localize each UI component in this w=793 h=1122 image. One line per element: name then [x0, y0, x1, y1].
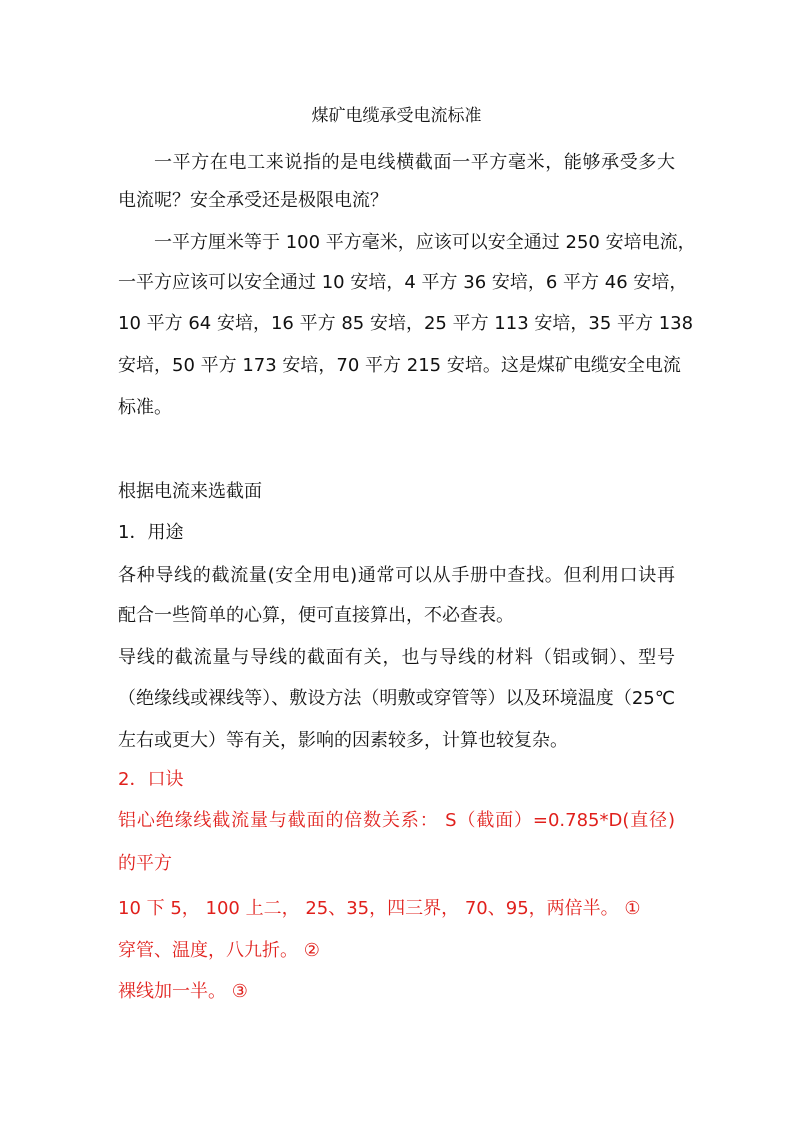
- paragraph-line: 电流呢？安全承受还是极限电流？: [118, 190, 388, 211]
- paragraph-line: 各种导线的截流量(安全用电)通常可以从手册中查找。但利用口诀再: [118, 565, 675, 586]
- mnemonic-line: 穿管、温度，八九折。 ②: [118, 940, 320, 961]
- paragraph-line: 左右或更大）等有关，影响的因素较多，计算也较复杂。: [118, 730, 568, 751]
- paragraph-line: 一平方应该可以安全通过 10 安培，4 平方 36 安培，6 平方 46 安培，: [118, 272, 688, 293]
- paragraph-line: 导线的截流量与导线的截面有关，也与导线的材料（铝或铜）、型号: [118, 647, 675, 668]
- paragraph-line: 配合一些简单的心算，便可直接算出，不必查表。: [118, 605, 514, 626]
- paragraph-line: 一平方在电工来说指的是电线横截面一平方毫米，能够承受多大: [154, 152, 675, 173]
- paragraph-line: 一平方厘米等于 100 平方毫米，应该可以安全通过 250 安培电流，: [154, 232, 696, 253]
- paragraph-line: （绝缘线或裸线等）、敷设方法（明敷或穿管等）以及环境温度（25℃: [118, 688, 675, 709]
- item2-heading: 2．口诀: [118, 769, 184, 790]
- paragraph-line: 标准。: [118, 397, 172, 418]
- section-heading: 根据电流来选截面: [118, 481, 262, 502]
- document-title: 煤矿电缆承受电流标准: [311, 106, 482, 126]
- formula-line: 的平方: [118, 853, 172, 874]
- paragraph-line: 安培，50 平方 173 安培，70 平方 215 安培。这是煤矿电缆安全电流: [118, 355, 681, 376]
- mnemonic-line: 裸线加一半。 ③: [118, 981, 248, 1002]
- formula-line: 铝心绝缘线截流量与截面的倍数关系： S（截面）=0.785*D(直径): [118, 810, 675, 831]
- paragraph-line: 10 平方 64 安培，16 平方 85 安培，25 平方 113 安培，35 平方 138: [118, 313, 694, 334]
- item1-heading: 1．用途: [118, 522, 184, 543]
- mnemonic-line: 10 下 5， 100 上二， 25、35，四三界， 70、95，两倍半。 ①: [118, 898, 641, 919]
